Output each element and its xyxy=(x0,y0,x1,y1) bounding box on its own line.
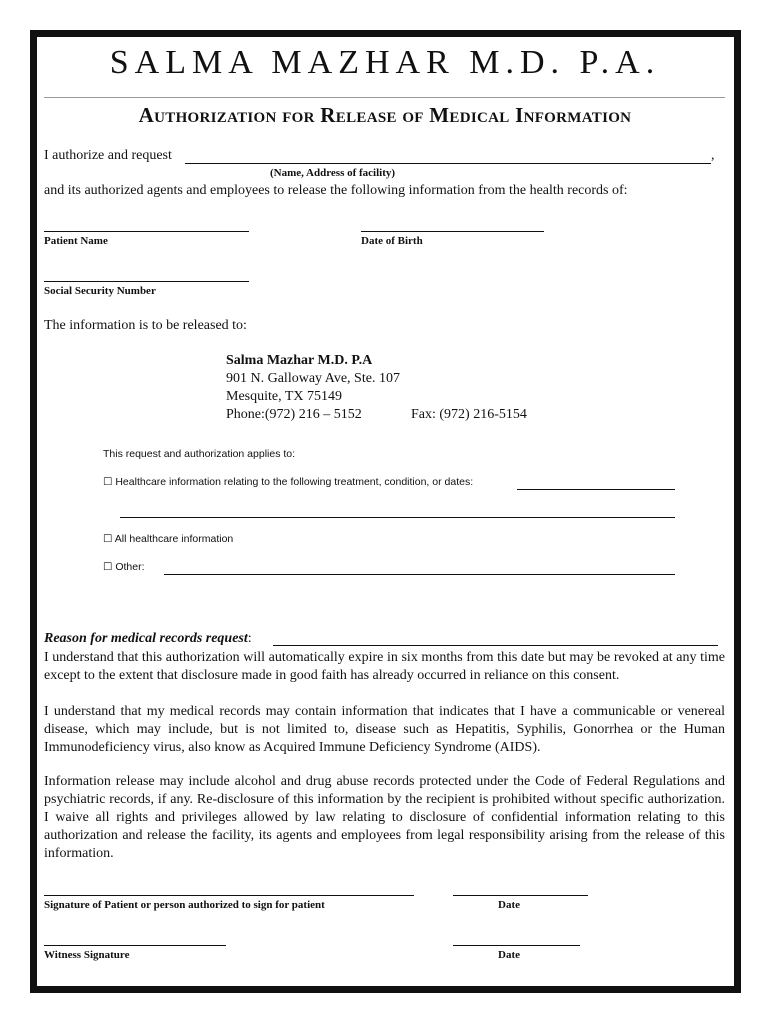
title-divider xyxy=(44,97,725,98)
checkbox-icon[interactable]: ☐ xyxy=(103,533,113,545)
treatment-dates-line-2[interactable] xyxy=(120,517,675,518)
dob-line[interactable] xyxy=(361,231,544,232)
ssn-label: Social Security Number xyxy=(44,285,156,297)
checkbox-icon[interactable]: ☐ xyxy=(103,561,113,573)
date-line-2[interactable] xyxy=(453,945,580,946)
patient-signature-label: Signature of Patient or person authorized to sign for patient xyxy=(44,899,325,911)
patient-signature-line[interactable] xyxy=(44,895,414,896)
all-healthcare-label: All healthcare information xyxy=(114,533,234,545)
other-option[interactable] xyxy=(103,561,145,573)
expiry-paragraph: I understand that this authorization will automatically expire in six months from this date but may be revoked at any time except to the extent that disclosure made in good faith has already occurred in reliance on this consent. xyxy=(44,650,725,683)
release-to-intro: The information is to be released to: xyxy=(44,318,247,333)
agents-text: and its authorized agents and employees to release the following information from the health records of: xyxy=(44,183,628,198)
recipient-address-2: Mesquite, TX 75149 xyxy=(226,389,343,404)
ssn-line[interactable] xyxy=(44,281,249,282)
reason-colon: : xyxy=(247,631,252,646)
witness-signature-line[interactable] xyxy=(44,945,226,946)
dob-label: Date of Birth xyxy=(361,235,423,247)
applies-intro: This request and authorization applies to: xyxy=(103,448,296,460)
reason-line[interactable] xyxy=(273,645,718,646)
date-label-1: Date xyxy=(498,899,520,911)
facility-input-line[interactable] xyxy=(185,163,711,164)
healthcare-specific-label: Healthcare information relating to the following treatment, condition, or dates: xyxy=(115,476,474,488)
recipient-phone: Phone:(972) 216 – 5152 xyxy=(226,407,362,422)
healthcare-specific-option[interactable] xyxy=(103,476,473,488)
reason-label-wrap xyxy=(44,631,252,647)
facility-trailing-comma: , xyxy=(711,148,715,163)
form-title: Authorization for Release of Medical Information xyxy=(138,103,632,127)
all-healthcare-option[interactable] xyxy=(103,533,233,545)
recipient-fax: Fax: (972) 216-5154 xyxy=(411,407,527,422)
recipient-address-1: 901 N. Galloway Ave, Ste. 107 xyxy=(226,371,400,386)
disclosure-paragraph: Information release may include alcohol and drug abuse records protected under the Code of Federal Regulations and psychiatric records, if any. Re-disclosure of this information by the recipient is prohibited without specific authorization. I waive all rights and privileges allowed by law relating to disclosure of confidential information relating to this authorization and release the facility, its agents and employees from legal responsibility arising from the release of this information. xyxy=(44,774,725,861)
date-label-2: Date xyxy=(498,949,520,961)
facility-caption: (Name, Address of facility) xyxy=(270,167,396,179)
disease-paragraph: I understand that my medical records may contain information that indicates that I have a communicable or venereal disease, which may include, but is not limited to, disease such as Hepatitis, Syphilis, Gonorrhea or the Human Immunodeficiency virus, also know as Acquired Immune Deficiency Syndrome (AIDS). xyxy=(44,704,725,755)
other-line[interactable] xyxy=(164,574,675,575)
patient-name-label: Patient Name xyxy=(44,235,108,247)
request-intro: I authorize and request xyxy=(44,148,172,163)
patient-name-line[interactable] xyxy=(44,231,249,232)
recipient-name: Salma Mazhar M.D. P.A xyxy=(226,353,373,368)
checkbox-icon[interactable]: ☐ xyxy=(103,476,113,488)
reason-label: Reason for medical records request xyxy=(44,631,248,646)
practice-name: SALMA MAZHAR M.D. P.A. xyxy=(109,44,661,81)
date-line-1[interactable] xyxy=(453,895,588,896)
treatment-dates-line[interactable] xyxy=(517,489,675,490)
other-label: Other: xyxy=(115,561,145,573)
witness-signature-label: Witness Signature xyxy=(44,949,130,961)
